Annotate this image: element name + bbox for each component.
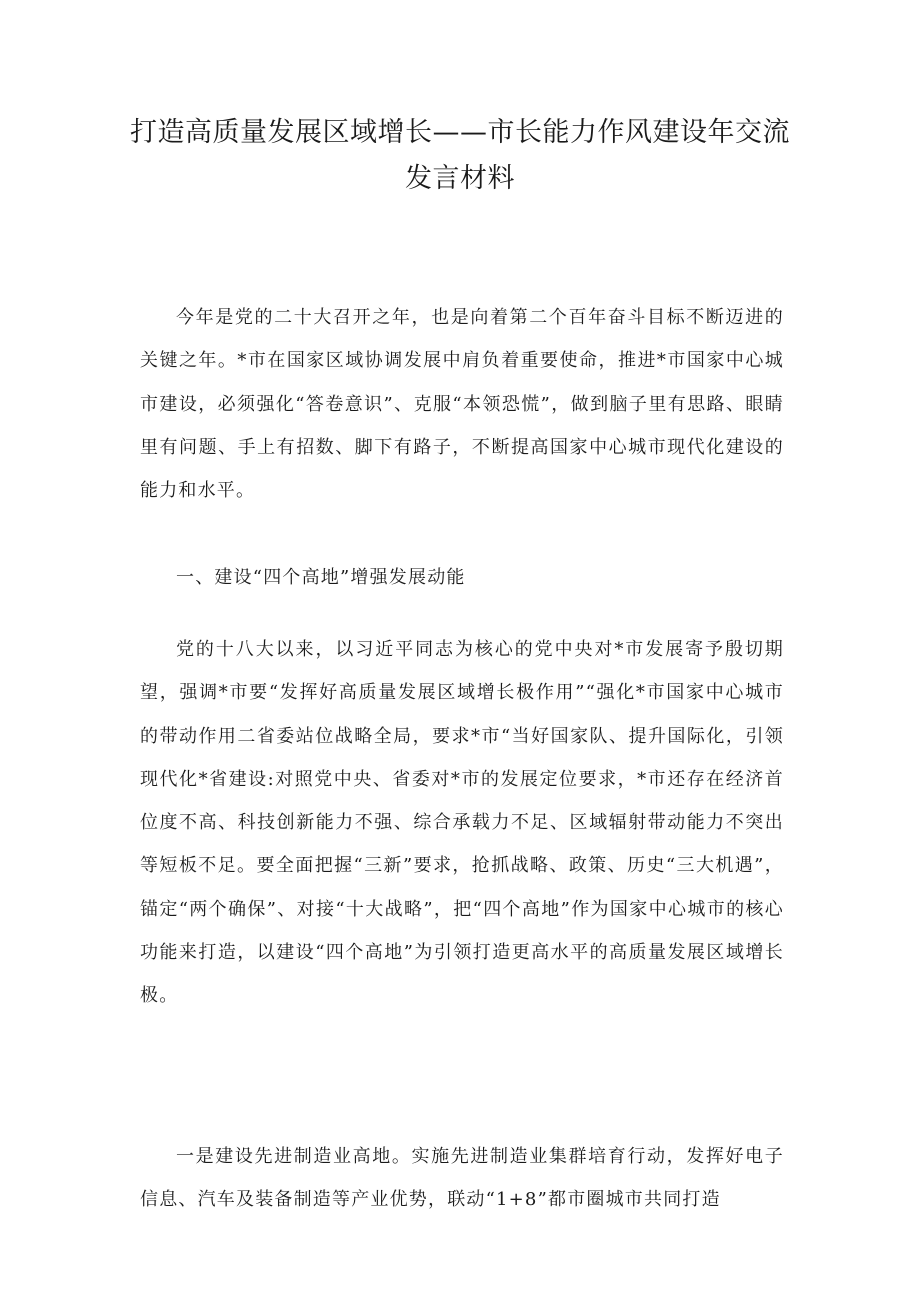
body-paragraph: 党的十八大以来，以习近平同志为核心的党中央对*市发展寄予殷切期望，强调*市要“发挥好高质量发展区域增长极作用”“强化*市国家中心城市的带动作用二省委站位战略全局，要求*市“当好国家队、提升国际化，引领现代化*省建设:对照党中央、省委对*市的发展定位要求，*市还存在经济首位度不高、科技创新能力不强、综合承载力不足、区域辐射带动能力不突出等短板不足。要全面把握“三新”要求，抢抓战略、政策、历史“三大机遇”，锚定“两个确保”、对接“十大战略”，把“四个高地”作为国家中心城市的核心功能来打造，以建设“四个高地”为引领打造更高水平的高质量发展区域增长极。 xyxy=(140,639,784,1007)
body-paragraph: 一是建设先进制造业高地。实施先进制造业集群培育行动，发挥好电子信息、汽车及装备制造等产业优势，联动“1+8”都市圈城市共同打造 xyxy=(140,1146,784,1211)
document-title: 打造高质量发展区域增长——市长能力作风建设年交流发言材料 xyxy=(130,117,790,194)
section-heading: 一、建设“四个高地”增强发展动能 xyxy=(176,567,466,588)
intro-paragraph: 今年是党的二十大召开之年，也是向着第二个百年奋斗目标不断迈进的关键之年。*市在国家区域协调发展中肩负着重要使命，推进*市国家中心城市建设，必须强化“答卷意识”、克服“本领恐慌”，做到脑子里有思路、眼睛里有问题、手上有招数、脚下有路子，不断提高国家中心城市现代化建设的能力和水平。 xyxy=(140,307,784,502)
